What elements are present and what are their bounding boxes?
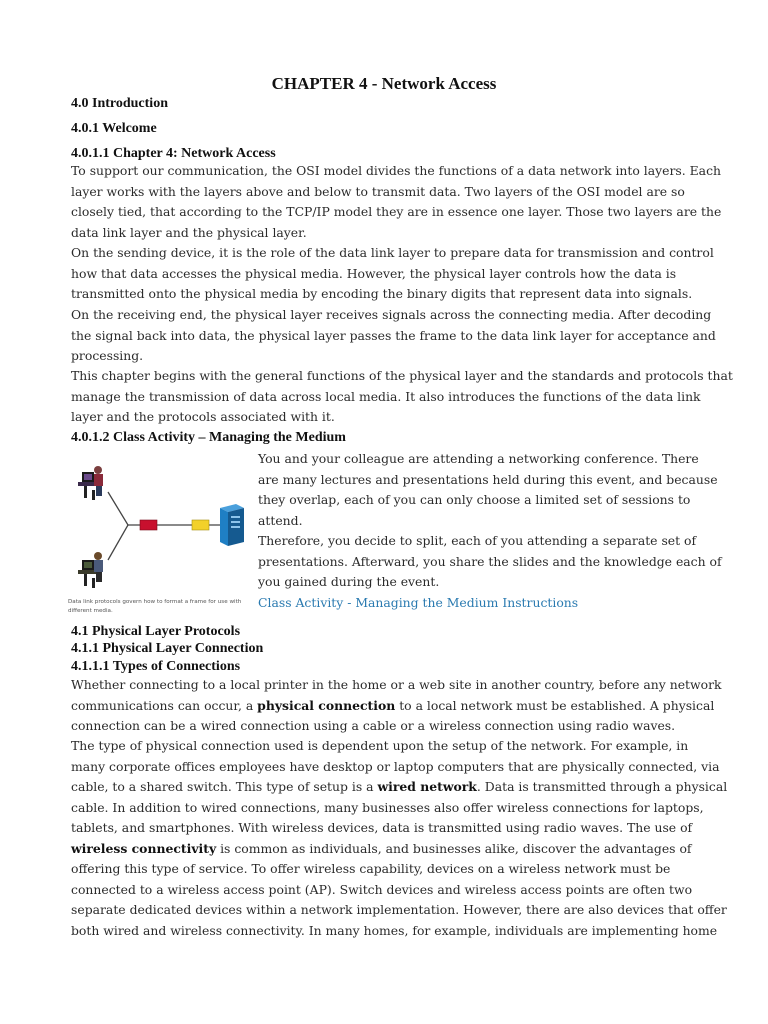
chapter-title: CHAPTER 4 - Network Access: [271, 74, 497, 93]
heading-4-1-1: 4.1.1 Physical Layer Connection: [71, 641, 264, 656]
heading-4-1-1-1: 4.1.1.1 Types of Connections: [71, 659, 241, 674]
bold-physical-connection: physical connection: [257, 697, 396, 713]
activity-instructions-link-wrap: [258, 593, 703, 614]
heading-4-0-1-1: 4.0.1.1 Chapter 4: Network Access: [71, 146, 276, 161]
frame-yellow-icon: [192, 520, 209, 530]
intro-paragraph-1: To support our communication, the OSI model divides the functions of a data network into layers. Each layer works with the layers above and below to transmit data. Two layers of the OSI model are so closely tied, that according to the TCP/IP model they are in essence one layer. Those two layers are the data link layer and the physical layer.: [71, 163, 722, 240]
heading-4-0: 4.0 Introduction: [71, 96, 168, 111]
bold-wireless-connectivity: wireless connectivity: [71, 840, 217, 856]
heading-4-0-1-2: 4.0.1.2 Class Activity – Managing the Medium: [71, 430, 346, 445]
activity-instructions-link[interactable]: Class Activity - Managing the Medium Instructions: [258, 595, 579, 610]
heading-4-1: 4.1 Physical Layer Protocols: [71, 624, 241, 639]
figure-caption: Data link protocols govern how to format a frame for use with different media.: [68, 599, 242, 614]
bold-wired-network: wired network: [377, 779, 477, 794]
workstation-top-icon: [78, 466, 103, 500]
workstation-bottom-icon: [78, 552, 103, 588]
frame-red-icon: [140, 520, 157, 530]
network-diagram: [68, 452, 253, 602]
intro-paragraph-2: On the sending device, it is the role of the data link layer to prepare data for transmission and control how that data accesses the physical media. However, the physical layer controls how the data is transmitted onto the physical media by encoding the binary digits that represent data into signals.: [71, 245, 714, 301]
intro-paragraph-3: On the receiving end, the physical layer receives signals across the connecting media. After decoding the signal back into data, the physical layer passes the frame to the data link layer for acceptance and processing.: [71, 307, 716, 363]
activity-paragraph-1: You and your colleague are attending a networking conference. There are many lectures and presentations held during this event, and because they overlap, each of you can only choose a limited set of sessions to attend.: [258, 451, 718, 528]
connections-paragraph-2: The type of physical connection used is dependent upon the setup of the network. For example, in many corporate offices employees have desktop or laptop computers that are physically connected, via cable, to a shared switch. This type of setup is a wired network. Data is transmitted through a physical cable. In addition to wired connections, many businesses also offer wireless connections for laptops, tablets, and smartphones. With wireless devices, data is transmitted using radio waves. The use of wireless connectivity is common as individuals, and businesses alike, discover the advantages of offering this type of service. To offer wireless capability, devices on a wireless network must be connected to a wireless access point (AP). Switch devices and wireless access points are often two separate dedicated devices within a network implementation. However, there are also devices that offer both wired and wireless connectivity. In many homes, for example, individuals are implementing home: [71, 738, 728, 938]
network-diagram-figure: [68, 452, 253, 602]
heading-4-0-1: 4.0.1 Welcome: [71, 121, 157, 136]
activity-paragraph-2: Therefore, you decide to split, each of you attending a separate set of presentations. Afterward, you share the slides and the knowledge each of you gained during the event.: [258, 533, 722, 589]
server-icon: [220, 504, 244, 546]
link-line-bottom: [108, 525, 128, 560]
link-line-top: [108, 492, 128, 525]
connections-paragraph-1: Whether connecting to a local printer in the home or a web site in another country, before any network communications can occur, a physical connection to a local network must be established. A physical connection can be a wired connection using a cable or a wireless connection using radio waves.: [71, 677, 722, 733]
intro-paragraph-4: This chapter begins with the general functions of the physical layer and the standards and protocols that manage the transmission of data across local media. It also introduces the functions of the data link layer and the protocols associated with it.: [71, 368, 733, 424]
